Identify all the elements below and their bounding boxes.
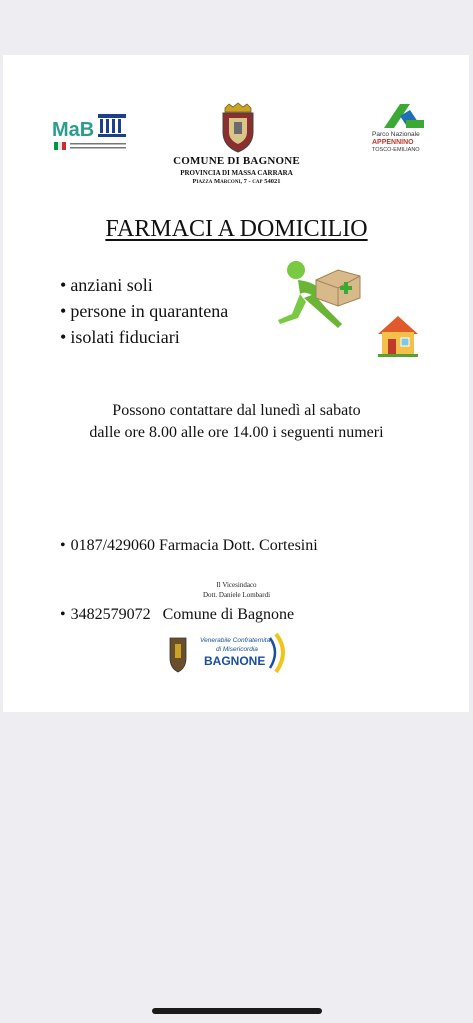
info-line-2: dalle ore 8.00 alle ore 14.00 i seguenti numeri (89, 424, 384, 441)
target-groups-list (60, 272, 228, 350)
parco-nazionale-logo (370, 102, 430, 158)
list-item: • isolati fiduciari (60, 324, 228, 350)
contacts-list (60, 488, 318, 649)
list-item: • anziani soli (60, 272, 228, 298)
parco-line2: APPENNINO (372, 139, 414, 146)
parco-line1: Parco Nazionale (372, 131, 420, 138)
info-line-1: Possono contattare dal lunedì al sabato (112, 402, 361, 419)
parco-line3: TOSCO-EMILIANO (372, 147, 420, 153)
comune-crest-icon (217, 102, 259, 154)
comune-name: COMUNE DI BAGNONE (173, 155, 300, 167)
list-item: • persone in quarantena (60, 298, 228, 324)
contact-info (0, 400, 473, 444)
page-title-text: FARMACI A DOMICILIO (105, 216, 368, 242)
home-indicator[interactable] (152, 1008, 322, 1014)
contact-pharmacy: • 0187/429060 Farmacia Dott. Cortesini (60, 534, 318, 557)
delivery-courier-icon (276, 258, 362, 334)
signature-name: Dott. Daniele Lombardi (202, 591, 271, 599)
comune-address: Piazza Marconi, 7 - cap 54021 (192, 178, 281, 185)
signature (0, 580, 473, 600)
misericordia-line1: Venerabile Confraternita (200, 637, 271, 644)
contact-comune: • 3482579072 Comune di Bagnone (60, 603, 318, 626)
mab-unesco-logo (50, 108, 130, 152)
page-title (0, 216, 473, 243)
house-icon (374, 312, 422, 358)
misericordia-line3: BAGNONE (204, 654, 266, 668)
misericordia-logo (166, 630, 292, 678)
mab-logo-text: MaB (52, 119, 95, 141)
provincia-name: PROVINCIA DI MASSA CARRARA (180, 169, 293, 177)
misericordia-line2: di Misericordia (216, 646, 258, 653)
signature-role: Il Vicesindaco (216, 581, 257, 589)
